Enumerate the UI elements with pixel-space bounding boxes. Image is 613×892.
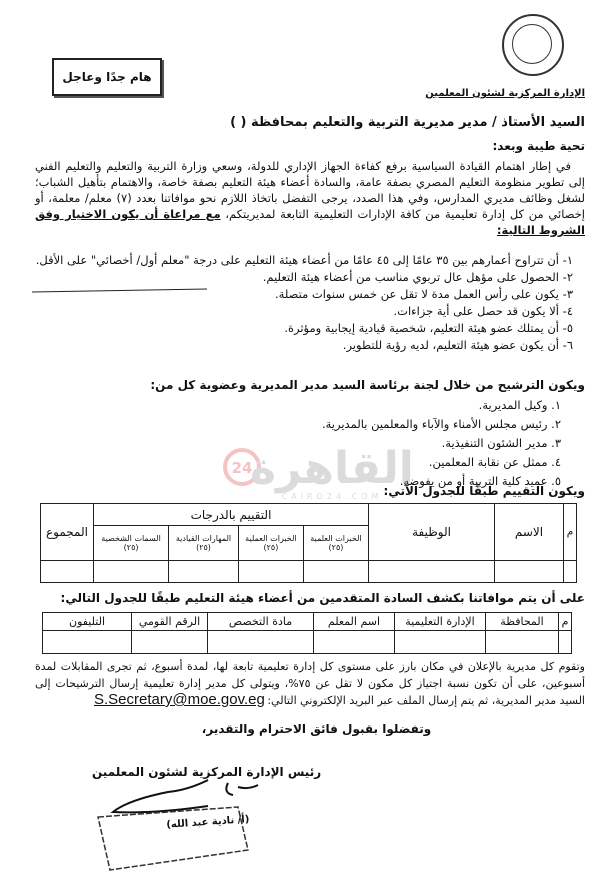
col-job: الوظيفة [369, 504, 495, 561]
signature-title: رئيس الإدارة المركزية لشئون المعلمين [92, 765, 322, 779]
condition-item: ٣- يكون على رأس العمل مدة لا تقل عن خمس سنوات متصلة. [275, 287, 573, 301]
col-num: م [559, 613, 572, 631]
col-phone: التليفون [43, 613, 132, 631]
condition-item: ٥- أن يمتلك عضو هيئة التعليم، شخصية قيادية إيجابية ومؤثرة. [284, 321, 573, 335]
col-personal-traits [94, 526, 169, 560]
col-edu-admin: الإدارة التعليمية [395, 613, 486, 631]
sub-label: الخبرات العلمية [310, 533, 362, 543]
email-address[interactable]: S.Secretary@moe.gov.eg [94, 691, 265, 708]
cell [303, 560, 368, 582]
col-leadership [169, 526, 239, 560]
condition-item: ٢- الحصول على مؤهل عال تربوي مناسب من أعضاء هيئة التعليم. [262, 270, 573, 284]
applicants-table [42, 612, 572, 654]
urgent-badge: هام جدًا وعاجل [52, 58, 162, 96]
col-name: الاسم [495, 504, 564, 561]
col-practical-exp [238, 526, 303, 560]
committee-item: ٤. ممثل عن نقابة المعلمين. [428, 455, 561, 469]
sub-score: (٢٥) [328, 542, 344, 552]
col-specialty: مادة التخصص [208, 613, 314, 631]
procedure-paragraph: وتقوم كل مديرية بالإعلان في مكان بارز على مستوى كل إدارة تعليمية تابعة لها، لمدة أسبوع، ثم تجرى المقابلات لمدة أسبوعين، على أن تكون نسبة اجتياز كل مكون لا تقل عن ٧٥%، ويتولى كل مدير إدارة تعليمية إرسال الترشيحات إلى السيد مدير المديرية، ثم يتم إرسال الملف عبر البريد الإلكتروني التالي: [35, 660, 585, 707]
closing-line: وتفضلوا بقبول فائق الاحترام والتقدير، [201, 722, 432, 736]
cell [369, 560, 495, 582]
table2-intro: على أن يتم موافاتنا بكشف السادة المتقدمين من أعضاء هيئة التعليم طبقًا للجدول التالي: [60, 591, 585, 605]
committee-item: ٣. مدير الشئون التنفيذية. [441, 436, 561, 450]
svg-text:24: 24 [231, 459, 253, 477]
intro-paragraph [35, 158, 585, 238]
intro-conditions-heading: مع مراعاة أن يكون الاختيار وفق الشروط التالية: [35, 207, 585, 237]
col-scientific-exp [303, 526, 368, 560]
intro-text: في إطار اهتمام القيادة السياسية برفع كفاءة الجهاز الإداري للدولة، وسعي وزارة التربية والتعليم والتعليم الفني إلى تطوير منظومة التعليم المصري بصفة عامة، والسادة أعضاء هيئة التعليم بصفة خاصة، والاهتمام بتأهيل الشباب؛ لشغل وظائف مديري المدارس، وفي هذا الصدد، يرجى التفضل باتخاذ اللازم نحو موافاتنا بعدد (٧) معلم/ معلمة، أو إخصائي من كل إدارة تعليمية من كافة الإدارات التعليمية التابعة لمديريتكم، [35, 159, 585, 221]
committee-item: ٥. عميد كلية التربية أو من يفوضه. [399, 474, 561, 488]
col-governorate: المحافظة [486, 613, 559, 631]
cell [41, 560, 94, 582]
signature-name: (أ/ نادية عبد الله) [166, 814, 250, 831]
sub-score: (٢٥) [263, 542, 279, 552]
cell [564, 560, 577, 582]
col-score-group: التقييم بالدرجات [94, 504, 369, 526]
sub-score: (٢٥) [196, 542, 211, 552]
cell [132, 631, 208, 654]
ministry-seal [502, 14, 564, 76]
col-national-id: الرقم القومي [132, 613, 208, 631]
committee-intro: ويكون الترشيح من خلال لجنة برئاسة السيد مدير المديرية وعضوية كل من: [150, 378, 585, 392]
sub-label: المهارات القيادية [175, 533, 232, 543]
salutation: السيد الأستاذ / مدير مديرية التربية والتعليم بمحافظة ( ) [230, 115, 585, 130]
condition-item: ٤- ألا يكون قد حصل على أية جزاءات. [393, 304, 573, 318]
svg-text:القاهرة: القاهرة [250, 443, 414, 494]
condition-item: ٦- أن يكون عضو هيئة التعليم، لديه رؤية للتطوير. [342, 338, 573, 352]
cell [495, 560, 564, 582]
committee-item: ٢. رئيس مجلس الأمناء والآباء والمعلمين بالمديرية. [321, 417, 561, 431]
cell [43, 631, 132, 654]
condition-item: ١- أن تتراوح أعمارهم بين ٣٥ عامًا إلى ٤٥ عامًا من أعضاء هيئة التعليم على درجة "معلم أول/ أخصائي" على الأقل. [35, 253, 573, 267]
sub-score: (٢٥) [123, 542, 139, 552]
evaluation-table [40, 503, 577, 583]
signature-stamp [98, 775, 278, 885]
cell [169, 560, 239, 582]
cell [559, 631, 572, 654]
svg-text:CAIRO24.COM: CAIRO24.COM [281, 492, 383, 501]
cell [314, 631, 395, 654]
committee-item: ١. وكيل المديرية. [478, 398, 561, 412]
cell [94, 560, 169, 582]
sub-label: السمات الشخصية [101, 533, 161, 543]
cell [486, 631, 559, 654]
cell [238, 560, 303, 582]
greeting: تحية طيبة وبعد: [492, 139, 585, 153]
evaluation-intro: ويكون التقييم طبقًا للجدول الآتي: [383, 484, 585, 498]
col-total: المجموع [41, 504, 94, 561]
col-teacher-name: اسم المعلم [314, 613, 395, 631]
cairo24-watermark [222, 425, 414, 505]
sub-label: الخبرات العملية [245, 533, 297, 543]
conditions-list [33, 252, 573, 354]
department-header: الإدارة المركزية لشئون المعلمين [425, 88, 585, 99]
col-num: م [564, 504, 577, 561]
cell [395, 631, 486, 654]
cell [208, 631, 314, 654]
